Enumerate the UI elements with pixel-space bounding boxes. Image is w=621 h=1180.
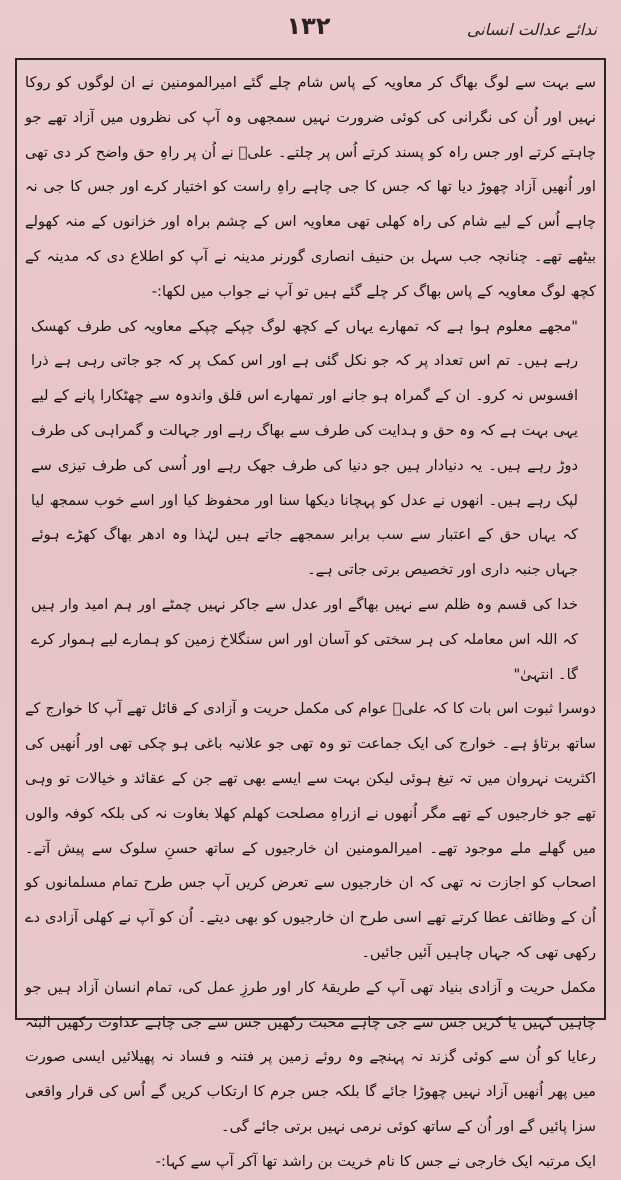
quoted-letter-closing: خدا کی قسم وہ ظلم سے نہیں بھاگے اور عدل سے جاکر نہیں چمٹے اور ہم امید وار ہیں کہ اللہ اس معاملہ کی ہر سختی کو آسان اور اس سنگلاخ زمین کو ہمارے لیے ہموار کرے گا۔ انتہیٰ" bbox=[31, 595, 578, 683]
paragraph: مکمل حریت و آزادی بنیاد تھی آپ کے طریقۂ کار اور طرزِ عمل کی، تمام انسان آزاد ہیں جو چاہیں کہیں یا کریں جس سے جی چاہے محبت رکھیں جس سے جی چاہے عداوت رکھیں البتہ رعایا کو اُن سے کوئی گزند نہ پہنچے وہ روئے زمین پر فتنہ و فساد نہ پھیلائیں ایسی صورت میں پھر اُنھیں آزاد نہیں چھوڑا جائے گا بلکہ جس جرم کا ارتکاب کریں گے اُس کی قرار واقعی سزا پائیں گے اور اُن کے ساتھ کوئی نرمی نہیں برتی جائے گی۔ bbox=[25, 978, 596, 1135]
page-number: ۱۳۲ bbox=[286, 12, 331, 40]
paragraph: ایک مرتبہ ایک خارجی نے جس کا نام خریت بن راشد تھا آکر آپ سے کہا:- bbox=[155, 1152, 596, 1170]
page-header bbox=[20, 12, 597, 50]
paragraph: دوسرا ثبوت اس بات کا کہ علیؑ عوام کی مکمل حریت و آزادی کے قائل تھے آپ کا خوارج کے ساتھ برتاؤ ہے۔ خوارج کی ایک جماعت تو وہ تھی جو علانیہ باغی ہو چکی تھی اور اُنھیں کی اکثریت نہروان میں تہ تیغ ہوئی لیکن بہت سے ایسے بھی تھے جن کے عقائد و خیالات تو وہی تھے جو خارجیوں کے تھے مگر اُنھوں نے ازراہِ مصلحت کھلم کھلا بغاوت نہ کی بلکہ کوفہ والوں میں گھلے ملے موجود تھے۔ امیرالمومنین ان خارجیوں کے ساتھ حسنِ سلوک سے پیش آتے۔ اصحاب کو اجازت نہ تھی کہ ان خارجیوں سے تعرض کریں آپ جس طرح تمام مسلمانوں کو اُن کے وظائف عطا کرتے تھے اسی طرح ان خارجیوں کو بھی دیتے۔ اُن کو آپ نے کھلی آزادی دے رکھی تھی کہ جہاں چاہیں آئیں جائیں۔ bbox=[25, 700, 596, 961]
paragraph: سے بہت سے لوگ بھاگ کر معاویہ کے پاس شام چلے گئے امیرالمومنین نے ان لوگوں کو روکا نہیں اور اُن کی نگرانی کی کوئی ضرورت نہیں سمجھی وہ آپ کی نظروں میں آزاد تھے جو چاہتے کرتے اور جس راہ کو پسند کرتے اُس پر چلتے۔ علیؑ نے اُن پر راہِ حق واضح کر دی تھی اور اُنھیں آزاد چھوڑ دیا تھا کہ جس کا جی چاہے راہِ راست کو اختیار کرے اور جس کا جی نہ چاہے اُس کے لیے شام کی راہ کھلی تھی معاویہ اس کے چشم براہ اور خزانوں کے منہ کھولے بیٹھے تھے۔ چنانچہ جب سہل بن حنیف انصاری گورنر مدینہ نے آپ کو اطلاع دی کہ مدینہ کے کچھ لوگ معاویہ کے پاس بھاگ کر چلے گئے ہیں تو آپ نے جواب میں لکھا:- bbox=[25, 74, 596, 300]
running-title: ندائے عدالت انسانی bbox=[466, 20, 597, 39]
quoted-letter: "مجھے معلوم ہوا ہے کہ تمھارے یہاں کے کچھ لوگ چپکے چپکے معاویہ کی طرف کھسک رہے ہیں۔ تم اس تعداد پر کہ جو نکل گئی ہے اور اس کمک پر کہ جو جاتی رہی ہے ذرا افسوس نہ کرو۔ ان کے گمراہ ہو جانے اور تمھارے اس قلق واندوہ سے چھٹکارا پانے کے لیے یہی بہت ہے کہ وہ حق و ہدایت کی طرف سے بھاگ رہے اور جہالت و گمراہی کی طرف دوڑ رہے ہیں۔ یہ دنیادار ہیں جو دنیا کی طرف جھک رہے اور اُسی کی طرف تیزی سے لپک رہے ہیں۔ انھوں نے عدل کو پہچانا دیکھا سنا اور محفوظ کیا اور اسے خوب سمجھ لیا کہ یہاں حق کے اعتبار سے سب برابر سمجھے جاتے ہیں لہٰذا وہ ادھر بھاگ کھڑے ہوئے جہاں جنبہ داری اور تخصیص برتی جاتی ہے۔ bbox=[31, 317, 578, 579]
body-text bbox=[25, 66, 596, 1180]
